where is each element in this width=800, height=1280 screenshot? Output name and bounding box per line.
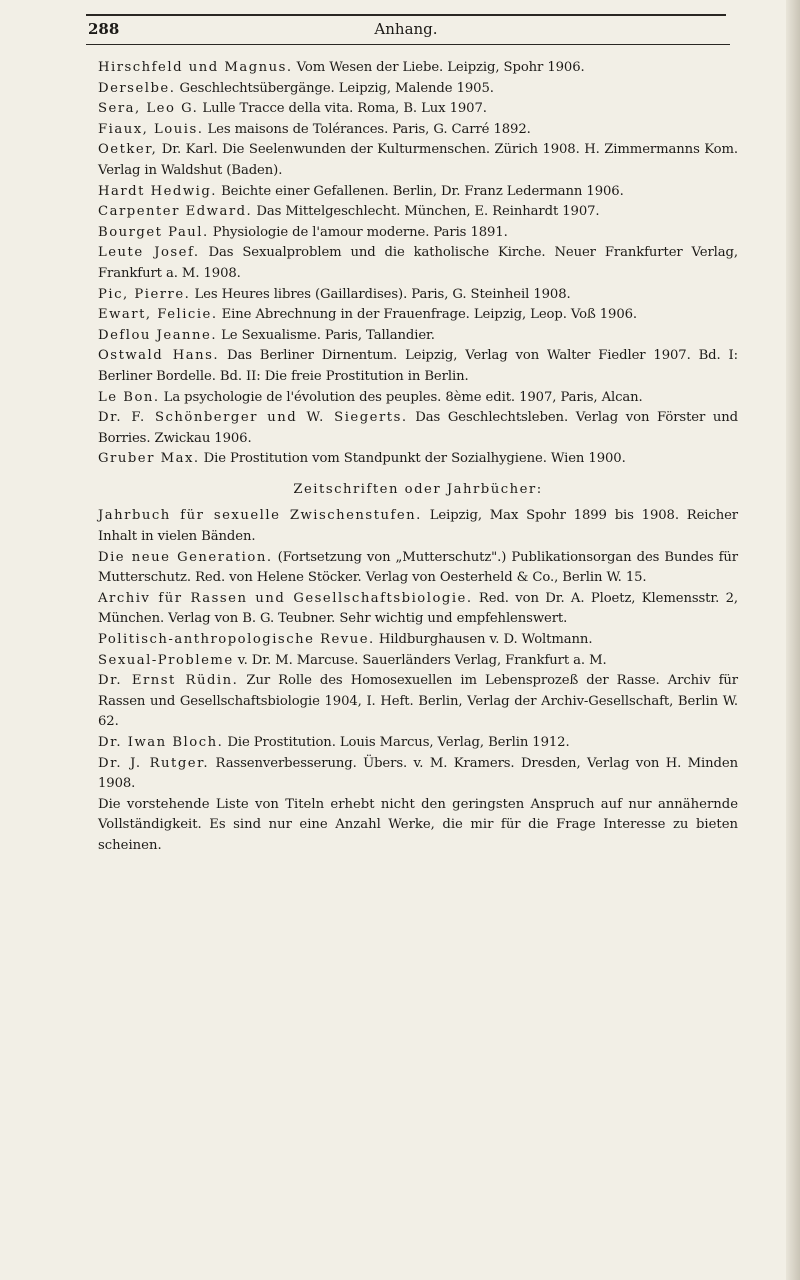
entry-text: Dr. Karl. Die Seelenwunden der Kulturmenschen. Zürich 1908. H. Zimmermanns Kom. Verlag in Waldshut (Baden).: [98, 142, 738, 178]
bibliography-entry: [98, 285, 738, 306]
entry-text: Red. von Dr. A. Ploetz, Klemensstr. 2, München. Verlag von B. G. Teubner. Sehr wichtig und empfehlenswert.: [98, 590, 738, 627]
bibliography-entry: [98, 58, 738, 79]
entry-text: Leipzig, Max Spohr 1899 bis 1908. Reicher Inhalt in vielen Bänden.: [98, 508, 738, 545]
bibliography-entry: [98, 79, 738, 100]
header-rule: [86, 44, 730, 45]
entry-text: Das Mittelgeschlecht. München, E. Reinhardt 1907.: [252, 204, 600, 220]
entry-text: Les maisons de Tolérances. Paris, G. Carré 1892.: [203, 121, 531, 137]
entry-author: Dr. F. Schönberger und W. Siegerts.: [98, 410, 408, 426]
entry-text: Lulle Tracce della vita. Roma, B. Lux 1907.: [198, 101, 487, 117]
entry-text: Die Prostitution. Louis Marcus, Verlag, Berlin 1912.: [223, 735, 570, 750]
entry-text: v. Dr. M. Marcuse. Sauerländers Verlag, Frankfurt a. M.: [233, 652, 607, 668]
bibliography-entry: [98, 243, 738, 284]
entry-author: Ewart, Felicie.: [98, 307, 218, 323]
entry-author: Bourget Paul.: [98, 224, 209, 240]
entry-text: (Fortsetzung von „Mutterschutz".) Publikationsorgan des Bundes für Mutterschutz. Red. von Helene Stöcker. Verlag von Oesterheld & Co., Berlin W. 15.: [98, 549, 738, 586]
page-title: Anhang.: [374, 20, 438, 38]
entry-text: Rassenverbesserung. Übers. v. M. Kramers. Dresden, Verlag von H. Minden 1908.: [98, 755, 738, 792]
entry-author: Derselbe.: [98, 80, 176, 96]
entry-text: Eine Abrechnung in der Frauenfrage. Leipzig, Leop. Voß 1906.: [217, 307, 638, 323]
entry-text: Die Prostitution vom Standpunkt der Sozialhygiene. Wien 1900.: [199, 451, 626, 467]
entry-text: Zur Rolle des Homosexuellen im Lebensprozeß der Rasse. Archiv für Rassen und Gesellschaftsbiologie 1904, I. Heft. Berlin, Verlag der Archiv-Gesellschaft, Berlin W. 62.: [98, 673, 739, 730]
entry-author: Die neue Generation.: [98, 549, 273, 565]
entry-author: Dr. J. Rutger.: [98, 755, 210, 771]
entry-author: Dr. Ernst Rüdin.: [98, 673, 239, 689]
entry-text: Geschlechtsübergänge. Leipzig, Malende 1905.: [175, 80, 494, 96]
bibliography-entry: [98, 651, 738, 672]
entry-author: Leute Josef.: [98, 245, 200, 261]
bibliography-entry: [98, 202, 738, 223]
entry-author: Jahrbuch für sexuelle Zwischenstufen.: [98, 508, 422, 524]
entry-author: Politisch-anthropologische Revue.: [98, 632, 375, 648]
entry-author: Sera, Leo G.: [98, 101, 199, 117]
bibliography-entry: [98, 346, 738, 387]
bibliography-entry: [98, 630, 738, 651]
bibliography-entry: [98, 99, 738, 120]
bibliography-entry: [98, 449, 738, 470]
entry-text: Das Geschlechtsleben. Verlag von Förster und Borries. Zwickau 1906.: [98, 410, 738, 446]
entry-text: Vom Wesen der Liebe. Leipzig, Spohr 1906.: [292, 60, 585, 75]
bibliography-entry: [98, 408, 738, 449]
entry-author: Gruber Max.: [98, 451, 200, 467]
top-rule: [86, 14, 726, 16]
bibliography-entry: [98, 388, 738, 409]
entry-text: La psychologie de l'évolution des peuples. 8ème edit. 1907, Paris, Alcan.: [159, 389, 643, 405]
page-number: 288: [88, 20, 120, 38]
entry-text: Hildburghausen v. D. Woltmann.: [374, 632, 593, 648]
entry-text: Les Heures libres (Gaillardises). Paris, G. Steinheil 1908.: [190, 286, 571, 302]
entry-author: Hirschfeld und Magnus.: [98, 60, 293, 75]
bibliography-entry: [98, 733, 738, 754]
entry-author: Ostwald Hans.: [98, 348, 220, 364]
book-list: [98, 58, 738, 470]
bibliography-entry: [98, 589, 738, 630]
entry-author: Archiv für Rassen und Gesellschaftsbiologie.: [98, 590, 473, 606]
bibliography-entry: [98, 506, 738, 547]
entry-author: Deflou Jeanne.: [98, 327, 218, 343]
entry-text: Physiologie de l'amour moderne. Paris 1891.: [208, 224, 508, 240]
bibliography-entry: [98, 223, 738, 244]
entry-text: Le Sexualisme. Paris, Tallandier.: [217, 327, 435, 343]
scan-edge: [786, 0, 800, 1280]
entry-author: Oetker,: [98, 142, 158, 158]
bibliography-entry: [98, 671, 738, 733]
bibliography: [98, 58, 738, 857]
entry-author: Carpenter Edward.: [98, 204, 253, 220]
bibliography-entry: [98, 326, 738, 347]
entry-author: Pic, Pierre.: [98, 286, 191, 302]
entry-author: Fiaux, Louis.: [98, 121, 204, 137]
section-title: Zeitschriften oder Jahrbücher:: [293, 481, 543, 497]
entry-author: Dr. Iwan Bloch.: [98, 735, 224, 750]
bibliography-entry: [98, 548, 738, 589]
bibliography-entry: [98, 754, 738, 795]
bibliography-entry: [98, 140, 738, 181]
bibliography-entry: [98, 305, 738, 326]
closing-note: Die vorstehende Liste von Titeln erhebt nicht den geringsten Anspruch auf nur annähernde Vollständigkeit. Es sind nur eine Anzahl Werke, die mir für die Frage Interesse zu bieten scheinen.: [98, 796, 738, 853]
journal-list: [98, 506, 738, 794]
entry-author: Le Bon.: [98, 389, 160, 405]
entry-author: Sexual-Probleme: [98, 652, 234, 668]
bibliography-entry: [98, 182, 738, 203]
bibliography-entry: [98, 120, 738, 141]
page-header: [86, 20, 726, 46]
entry-author: Hardt Hedwig.: [98, 183, 217, 199]
entry-text: Das Sexualproblem und die katholische Kirche. Neuer Frankfurter Verlag, Frankfurt a. M. 1908.: [98, 245, 738, 281]
entry-text: Beichte einer Gefallenen. Berlin, Dr. Franz Ledermann 1906.: [217, 183, 624, 199]
entry-text: Das Berliner Dirnentum. Leipzig, Verlag von Walter Fiedler 1907. Bd. I: Berliner Bordelle. Bd. II: Die freie Prostitution in Berlin.: [98, 348, 738, 384]
